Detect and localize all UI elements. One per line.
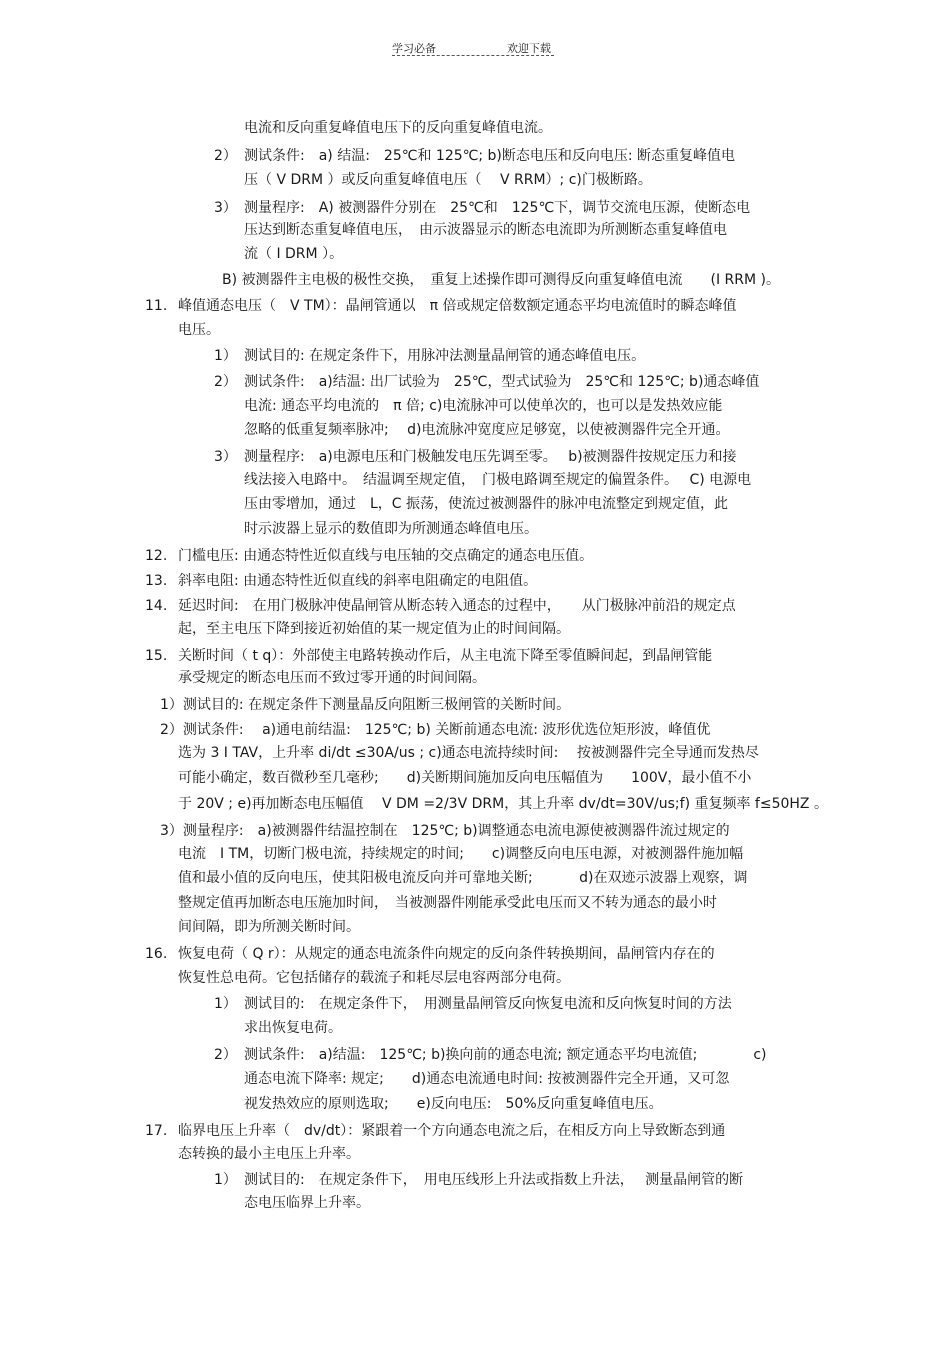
text-line: 线法接入电路中。 结温调至规定值， 门极电路调至规定的偏置条件。 C) 电源电 bbox=[244, 472, 752, 488]
text-line: 3） bbox=[214, 449, 237, 465]
text-line: 测试目的: 在规定条件下， 用测量晶闸管反向恢复电流和反向恢复时间的方法 bbox=[244, 996, 732, 1012]
text-line: 临界电压上升率（ dv/dt）：紧跟着一个方向通态电流之后，在相反方向上导致断态到通 bbox=[178, 1123, 726, 1139]
text-line: 压由零增加，通过 L，C 振荡，使流过被测器件的脉冲电流整定到规定值，此 bbox=[244, 496, 729, 512]
text-line: 承受规定的断态电压而不致过零开通的时间间隔。 bbox=[178, 670, 486, 686]
text-line: 1） bbox=[214, 348, 237, 364]
text-line: 门槛电压: 由通态特性近似直线与电压轴的交点确定的通态电压值。 bbox=[178, 548, 594, 564]
text-line: 2） bbox=[214, 148, 237, 164]
text-line: 测量程序: a)电源电压和门极触发电压先调至零。 b)被测器件按规定压力和接 bbox=[244, 449, 737, 465]
text-line: 恢复性总电荷。它包括储存的载流子和耗尽层电容两部分电荷。 bbox=[178, 970, 570, 986]
text-line: B) 被测器件主电极的极性交换， 重复上述操作即可测得反向重复峰值电流 (I RRM )。 bbox=[222, 272, 781, 288]
text-line: 态转换的最小主电压上升率。 bbox=[178, 1146, 360, 1162]
text-line: 2） bbox=[214, 1047, 237, 1063]
text-line: 测试目的: 在规定条件下，用脉冲法测量晶闸管的通态峰值电压。 bbox=[244, 348, 646, 364]
text-line: 1） bbox=[214, 1172, 237, 1188]
text-line: 3） bbox=[214, 200, 237, 216]
text-line: 整规定值再加断态电压施加时间， 当被测器件刚能承受此电压而又不转为通态的最小时 bbox=[178, 895, 717, 911]
text-line: 15. bbox=[145, 648, 168, 664]
header-right-text: 欢迎下载 bbox=[507, 42, 551, 55]
text-line: 2）测试条件: a)通电前结温: 125℃; b) 关断前通态电流: 波形优选位矩形波，峰值优 bbox=[160, 722, 711, 738]
text-line: 电流和反向重复峰值电压下的反向重复峰值电流。 bbox=[244, 120, 552, 136]
text-line: 关断时间（ t q）：外部使主电路转换动作后，从主电流下降至零值瞬间起，到晶闸管能 bbox=[178, 648, 713, 664]
text-line: 测试条件: a)结温: 出厂试验为 25℃，型式试验为 25℃和 125℃; b)通态峰值 bbox=[244, 374, 760, 390]
text-line: 11. bbox=[145, 298, 168, 314]
text-line: 14. bbox=[145, 598, 168, 614]
text-line: 测试条件: a) 结温: 25℃和 125℃; b)断态电压和反向电压: 断态重复峰值电 bbox=[244, 148, 736, 164]
text-line: 忽略的低重复频率脉冲; d)电流脉冲宽度应足够宽，以使被测器件完全开通。 bbox=[244, 422, 730, 438]
text-line: 延迟时间: 在用门极脉冲使晶闸管从断态转入通态的过程中， 从门极脉冲前沿的规定点 bbox=[178, 598, 736, 614]
text-line: 17. bbox=[145, 1123, 168, 1139]
text-line: 16. bbox=[145, 946, 168, 962]
text-line: 压（ V DRM ）或反向重复峰值电压（ V RRM）; c)门极断路。 bbox=[244, 172, 652, 188]
text-line: 1）测试目的: 在规定条件下测量晶反向阻断三极闸管的关断时间。 bbox=[160, 697, 571, 713]
text-line: 12. bbox=[145, 548, 168, 564]
page-header bbox=[392, 40, 554, 56]
text-line: 态电压临界上升率。 bbox=[244, 1195, 370, 1211]
text-line: 值和最小值的反向电压，使其阳极电流反向并可靠地关断; d)在双迹示波器上观察，调 bbox=[178, 870, 748, 886]
text-line: 测试目的: 在规定条件下， 用电压线形上升法或指数上升法， 测量晶闸管的断 bbox=[244, 1172, 744, 1188]
text-line: 斜率电阻: 由通态特性近似直线的斜率电阻确定的电阻值。 bbox=[178, 573, 538, 589]
text-line: 可能小确定，数百微秒至几毫秒; d)关断期间施加反向电压幅值为 100V，最小值不小 bbox=[178, 770, 752, 786]
text-line: 压达到断态重复峰值电压， 由示波器显示的断态电流即为所测断态重复峰值电 bbox=[244, 222, 727, 238]
text-line: 流（ I DRM ）。 bbox=[244, 246, 344, 262]
text-line: 于 20V ; e)再加断态电压幅值 V DM =2/3V DRM，其上升率 dv/dt=30V/us;f) 重复频率 f≤50HZ 。 bbox=[178, 796, 828, 812]
text-line: 恢复电荷（ Q r）：从规定的通态电流条件向规定的反向条件转换期间，晶闸管内存在的 bbox=[178, 946, 715, 962]
header-dashed-rule bbox=[392, 55, 554, 56]
text-line: 电压。 bbox=[178, 322, 220, 338]
text-line: 13. bbox=[145, 573, 168, 589]
text-line: 电流 I TM，切断门极电流，持续规定的时间; c)调整反向电压电源，对被测器件施加幅 bbox=[178, 846, 744, 862]
text-line: 视发热效应的原则选取; e)反向电压: 50%反向重复峰值电压。 bbox=[244, 1096, 663, 1112]
text-line: 选为 3 I TAV，上升率 di/dt ≤30A/us ; c)通态电流持续时间: 按被测器件完全导通而发热尽 bbox=[178, 745, 759, 761]
text-line: 测量程序: A) 被测器件分别在 25℃和 125℃下，调节交流电压源，使断态电 bbox=[244, 200, 751, 216]
text-line: 3）测量程序: a)被测器件结温控制在 125℃; b)调整通态电流电源使被测器件流过规定的 bbox=[160, 823, 730, 839]
text-line: 起，至主电压下降到接近初始值的某一规定值为止的时间间隔。 bbox=[178, 621, 570, 637]
header-left-text: 学习必备 bbox=[392, 42, 436, 55]
text-line: 2） bbox=[214, 374, 237, 390]
text-line: 1） bbox=[214, 996, 237, 1012]
text-line: 测试条件: a)结温: 125℃; b)换向前的通态电流; 额定通态平均电流值; c) bbox=[244, 1047, 767, 1063]
text-line: 时示波器上显示的数值即为所测通态峰值电压。 bbox=[244, 521, 538, 537]
text-line: 峰值通态电压（ V TM）：晶闸管通以 π 倍或规定倍数额定通态平均电流值时的瞬态峰值 bbox=[178, 298, 737, 314]
text-line: 电流: 通态平均电流的 π 倍; c)电流脉冲可以使单次的，也可以是发热效应能 bbox=[244, 398, 723, 414]
text-line: 通态电流下降率: 规定; d)通态电流通电时间: 按被测器件完全开通，又可忽 bbox=[244, 1071, 730, 1087]
text-line: 求出恢复电荷。 bbox=[244, 1020, 342, 1036]
text-line: 间间隔，即为所测关断时间。 bbox=[178, 919, 360, 935]
